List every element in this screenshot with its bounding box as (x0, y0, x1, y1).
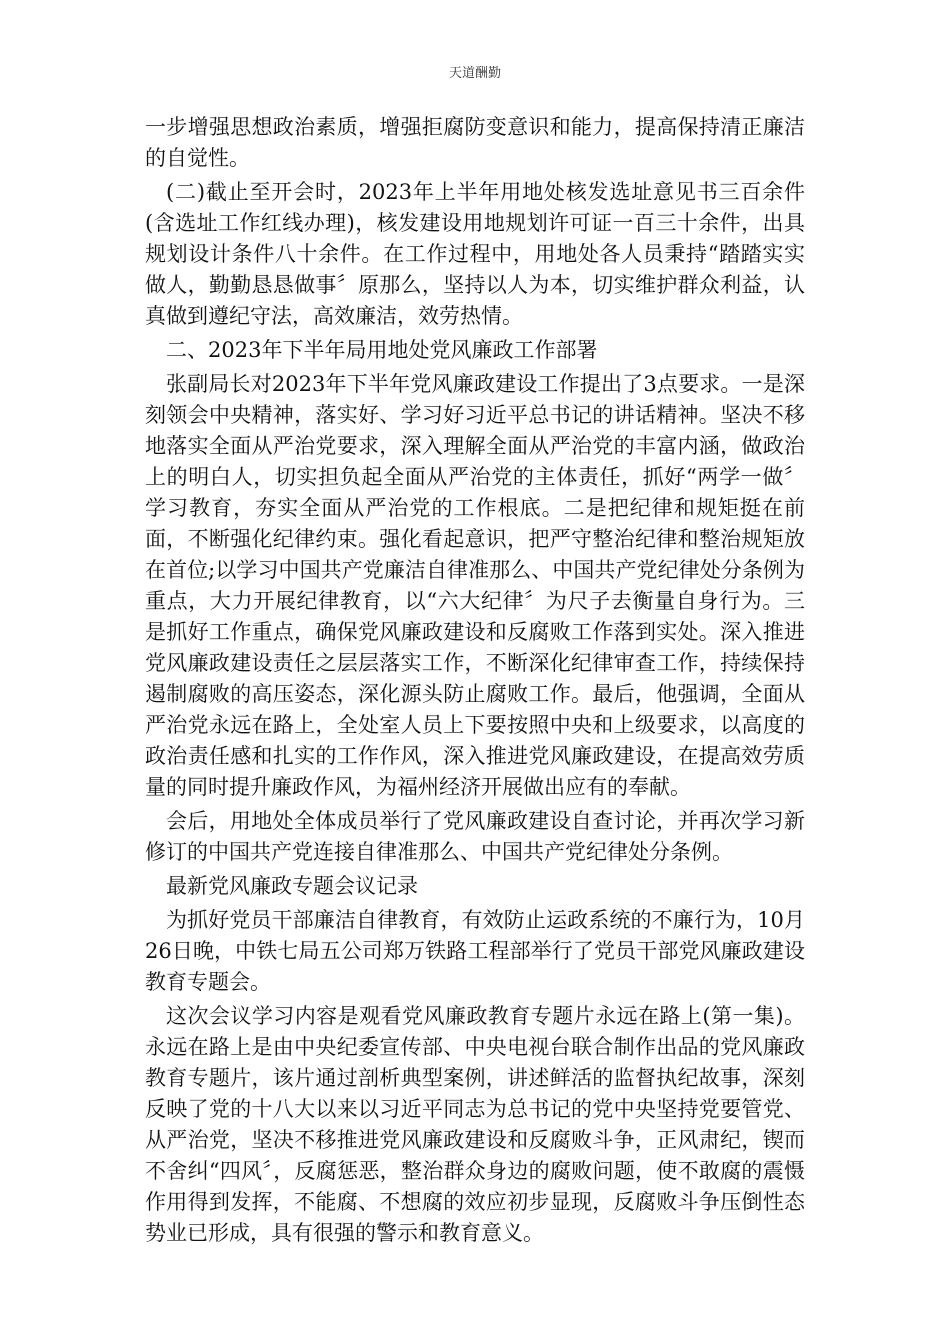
paragraph: 为抓好党员干部廉洁自律教育，有效防止运政系统的不廉行为，10月26日晚，中铁七局五公司郑万铁路工程部举行了党员干部党风廉政建设教育专题会。 (145, 908, 805, 994)
page-header: 天道酬勤 (448, 66, 501, 81)
document-body (145, 112, 805, 1252)
paragraph: 张副局长对2023年下半年党风廉政建设工作提出了3点要求。一是深刻领会中央精神，落实好、学习好习近平总书记的讲话精神。坚决不移地落实全面从严治党要求，深入理解全面从严治党的丰富内涵，做政治上的明白人，切实担负起全面从严治党的主体责任，抓好“两学一做〞学习教育，夯实全面从严治党的工作根底。二是把纪律和规矩挺在前面，不断强化纪律约束。强化看起意识，把严守整治纪律和整治规矩放在首位;以学习中国共产党廉洁自律准那么、中国共产党纪律处分条例为重点，大力开展纪律教育，以“六大纪律〞为尺子去衡量自身行为。三是抓好工作重点，确保党风廉政建设和反腐败工作落到实处。深入推进党风廉政建设责任之层层落实工作，不断深化纪律审查工作，持续保持遏制腐败的高压姿态，深化源头防止腐败工作。最后，他强调，全面从严治党永远在路上，全处室人员上下要按照中央和上级要求，以高度的政治责任感和扎实的工作作风，深入推进党风廉政建设，在提高效劳质量的同时提升廉政作风，为福州经济开展做出应有的奉献。 (145, 372, 805, 799)
paragraph: 这次会议学习内容是观看党风廉政教育专题片永远在路上(第一集)。永远在路上是由中央纪委宣传部、中央电视台联合制作出品的党风廉政教育专题片，该片通过剖析典型案例，讲述鲜活的监督执纪故事，深刻反映了党的十八大以来以习近平同志为总书记的党中央坚持党要管党、从严治党，坚决不移推进党风廉政建设和反腐败斗争，正风肃纪，锲而不舍纠“四风〞，反腐惩恶，整治群众身边的腐败问题，使不敢腐的震慑作用得到发挥，不能腐、不想腐的效应初步显现，反腐败斗争压倒性态势业已形成，具有很强的警示和教育意义。 (145, 1004, 805, 1245)
section-heading: 最新党风廉政专题会议记录 (166, 874, 418, 898)
paragraph: 会后，用地处全体成员举行了党风廉政建设自查讨论，并再次学习新修订的中国共产党连接自律准那么、中国共产党纪律处分条例。 (145, 809, 805, 864)
section-heading: 二、2023年下半年局用地处党风廉政工作部署 (166, 338, 598, 362)
paragraph: (二)截止至开会时，2023年上半年用地处核发选址意见书三百余件(含选址工作红线办理)，核发建设用地规划许可证一百三十余件，出具规划设计条件八十余件。在工作过程中，用地处各人员秉持“踏踏实实做人，勤勤恳恳做事〞原那么，坚持以人为本，切实维护群众利益，认真做到遵纪守法，高效廉洁，效劳热情。 (145, 180, 805, 328)
paragraph: 一步增强思想政治素质，增强拒腐防变意识和能力，提高保持清正廉洁的自觉性。 (145, 115, 805, 170)
